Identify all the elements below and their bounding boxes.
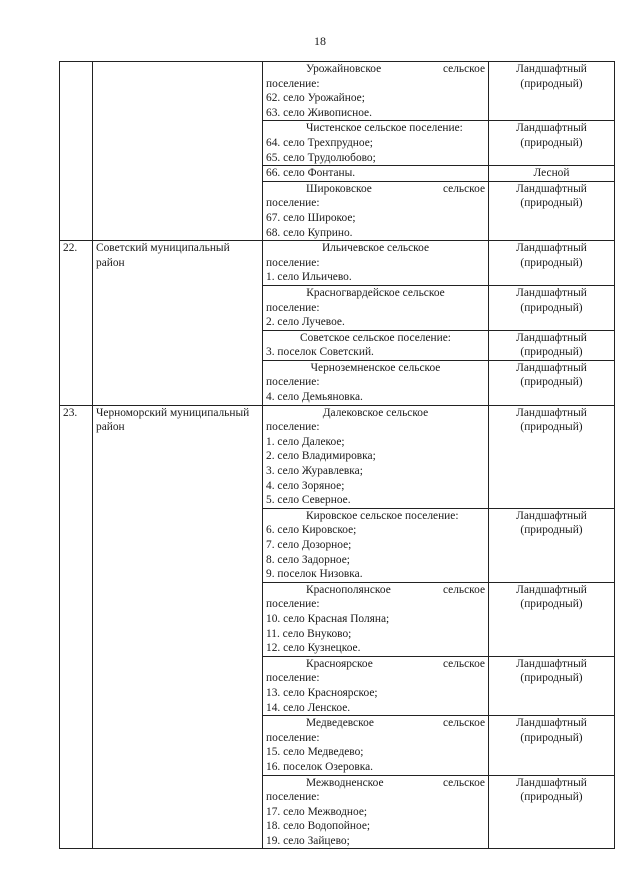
page-number: 18 xyxy=(314,34,326,48)
settlement-cell xyxy=(263,121,489,166)
settlement-heading: Черноземненское сельское xyxy=(310,361,441,374)
settlement-heading: Советское сельское поселение: xyxy=(300,331,451,344)
village-item: 6. село Кировское; xyxy=(266,524,357,537)
settlement-heading: Медведевское сельское xyxy=(306,717,485,730)
settlement-heading-cont: поселение: xyxy=(266,421,320,434)
row-number: 22. xyxy=(60,241,93,406)
settlement-heading-cont: поселение: xyxy=(266,598,320,611)
settlement-heading: Межводненское сельское xyxy=(306,776,485,789)
settlement-heading: Урожайновское сельское xyxy=(306,63,485,75)
district-name: Советский муниципальный район xyxy=(93,241,263,406)
settlement-heading-cont: поселение: xyxy=(266,301,320,314)
settlement-heading-cont: поселение: xyxy=(266,376,320,389)
village-item: 65. село Трудолюбово; xyxy=(266,151,376,164)
settlement-cell xyxy=(263,181,489,240)
landscape-type: Ландшафтный (природный) xyxy=(489,405,615,508)
village-item: 4. село Демьяновка. xyxy=(266,391,363,404)
table-row xyxy=(60,405,615,508)
district-name xyxy=(93,62,263,241)
settlement-heading: Широковское сельское xyxy=(306,182,485,195)
village-item: 3. село Журавлевка; xyxy=(266,465,363,478)
village-item: 1. село Ильичево. xyxy=(266,271,352,284)
landscape-type: Ландшафтный (природный) xyxy=(489,241,615,286)
table-row xyxy=(60,241,615,286)
settlement-heading: Чистенское сельское поселение: xyxy=(306,122,463,135)
settlement-heading: Ильичевское сельское xyxy=(321,242,430,255)
settlement-cell xyxy=(263,582,489,656)
village-item: 15. село Медведево; xyxy=(266,746,364,759)
village-item: 14. село Ленское. xyxy=(266,701,351,714)
settlement-heading-cont: поселение: xyxy=(266,197,320,210)
village-item: 7. село Дозорное; xyxy=(266,539,352,551)
landscape-type: Ландшафтный (природный) xyxy=(489,62,615,121)
table-row xyxy=(60,62,615,121)
settlement-heading-cont: поселение: xyxy=(266,731,320,744)
landscape-type: Ландшафтный (природный) xyxy=(489,656,615,715)
row-number: 23. xyxy=(60,405,93,849)
village-item: 2. село Владимировка; xyxy=(266,450,376,463)
settlement-heading-cont: поселение: xyxy=(266,77,320,90)
village-item: 18. село Водопойное; xyxy=(266,820,371,833)
village-item: 4. село Зоряное; xyxy=(266,479,345,492)
landscape-type: Ландшафтный (природный) xyxy=(489,181,615,240)
village-item: 64. село Трехпрудное; xyxy=(266,136,373,149)
landscape-type: Лесной xyxy=(489,166,615,182)
village-item: 10. село Красная Поляна; xyxy=(266,612,390,625)
settlement-cell xyxy=(263,716,489,775)
settlement-cell xyxy=(263,405,489,508)
landscape-type: Ландшафтный (природный) xyxy=(489,121,615,166)
settlement-heading-cont: поселение: xyxy=(266,256,320,269)
village-item: 67. село Широкое; xyxy=(266,211,356,224)
settlement-cell xyxy=(263,656,489,715)
settlement-cell xyxy=(263,508,489,582)
settlement-cell xyxy=(263,166,489,182)
village-item: 12. село Кузнецкое. xyxy=(266,642,361,655)
settlement-cell xyxy=(263,330,489,360)
district-name: Черноморский муниципальный район xyxy=(93,405,263,849)
village-item: 63. село Живописное. xyxy=(266,106,372,119)
landscape-type: Ландшафтный (природный) xyxy=(489,508,615,582)
settlement-heading-cont: поселение: xyxy=(266,672,320,685)
village-item: 5. село Северное. xyxy=(266,494,351,507)
settlement-heading: Красноярское сельское xyxy=(306,657,485,670)
settlement-cell xyxy=(263,241,489,286)
village-item: 17. село Межводное; xyxy=(266,805,368,818)
village-item: 16. поселок Озеровка. xyxy=(266,760,373,773)
village-item: 66. село Фонтаны. xyxy=(266,167,356,180)
village-item: 11. село Внуково; xyxy=(266,627,352,640)
village-item: 8. село Задорное; xyxy=(266,553,350,566)
settlement-heading: Кировское сельское поселение: xyxy=(306,509,459,522)
landscape-type: Ландшафтный (природный) xyxy=(489,330,615,360)
landscape-type: Ландшафтный (природный) xyxy=(489,582,615,656)
village-item: 1. село Далекое; xyxy=(266,435,345,448)
settlement-heading: Красногвардейское сельское xyxy=(306,286,445,299)
settlement-cell xyxy=(263,775,489,849)
village-item: 19. село Зайцево; xyxy=(266,834,350,847)
landscape-type: Ландшафтный (природный) xyxy=(489,285,615,330)
settlement-cell xyxy=(263,360,489,405)
village-item: 3. поселок Советский. xyxy=(266,346,374,359)
settlement-heading-cont: поселение: xyxy=(266,791,320,804)
settlements-table xyxy=(59,61,615,849)
row-number xyxy=(60,62,93,241)
landscape-type: Ландшафтный (природный) xyxy=(489,716,615,775)
settlement-heading: Далековское сельское xyxy=(322,406,429,419)
settlement-cell xyxy=(263,285,489,330)
village-item: 13. село Красноярское; xyxy=(266,686,378,699)
village-item: 62. село Урожайное; xyxy=(266,92,365,105)
village-item: 68. село Куприно. xyxy=(266,226,353,239)
settlement-heading: Краснополянское сельское xyxy=(306,583,485,596)
village-item: 9. поселок Низовка. xyxy=(266,568,363,581)
landscape-type: Ландшафтный (природный) xyxy=(489,360,615,405)
settlement-cell xyxy=(263,62,489,121)
landscape-type: Ландшафтный (природный) xyxy=(489,775,615,849)
village-item: 2. село Лучевое. xyxy=(266,316,345,329)
